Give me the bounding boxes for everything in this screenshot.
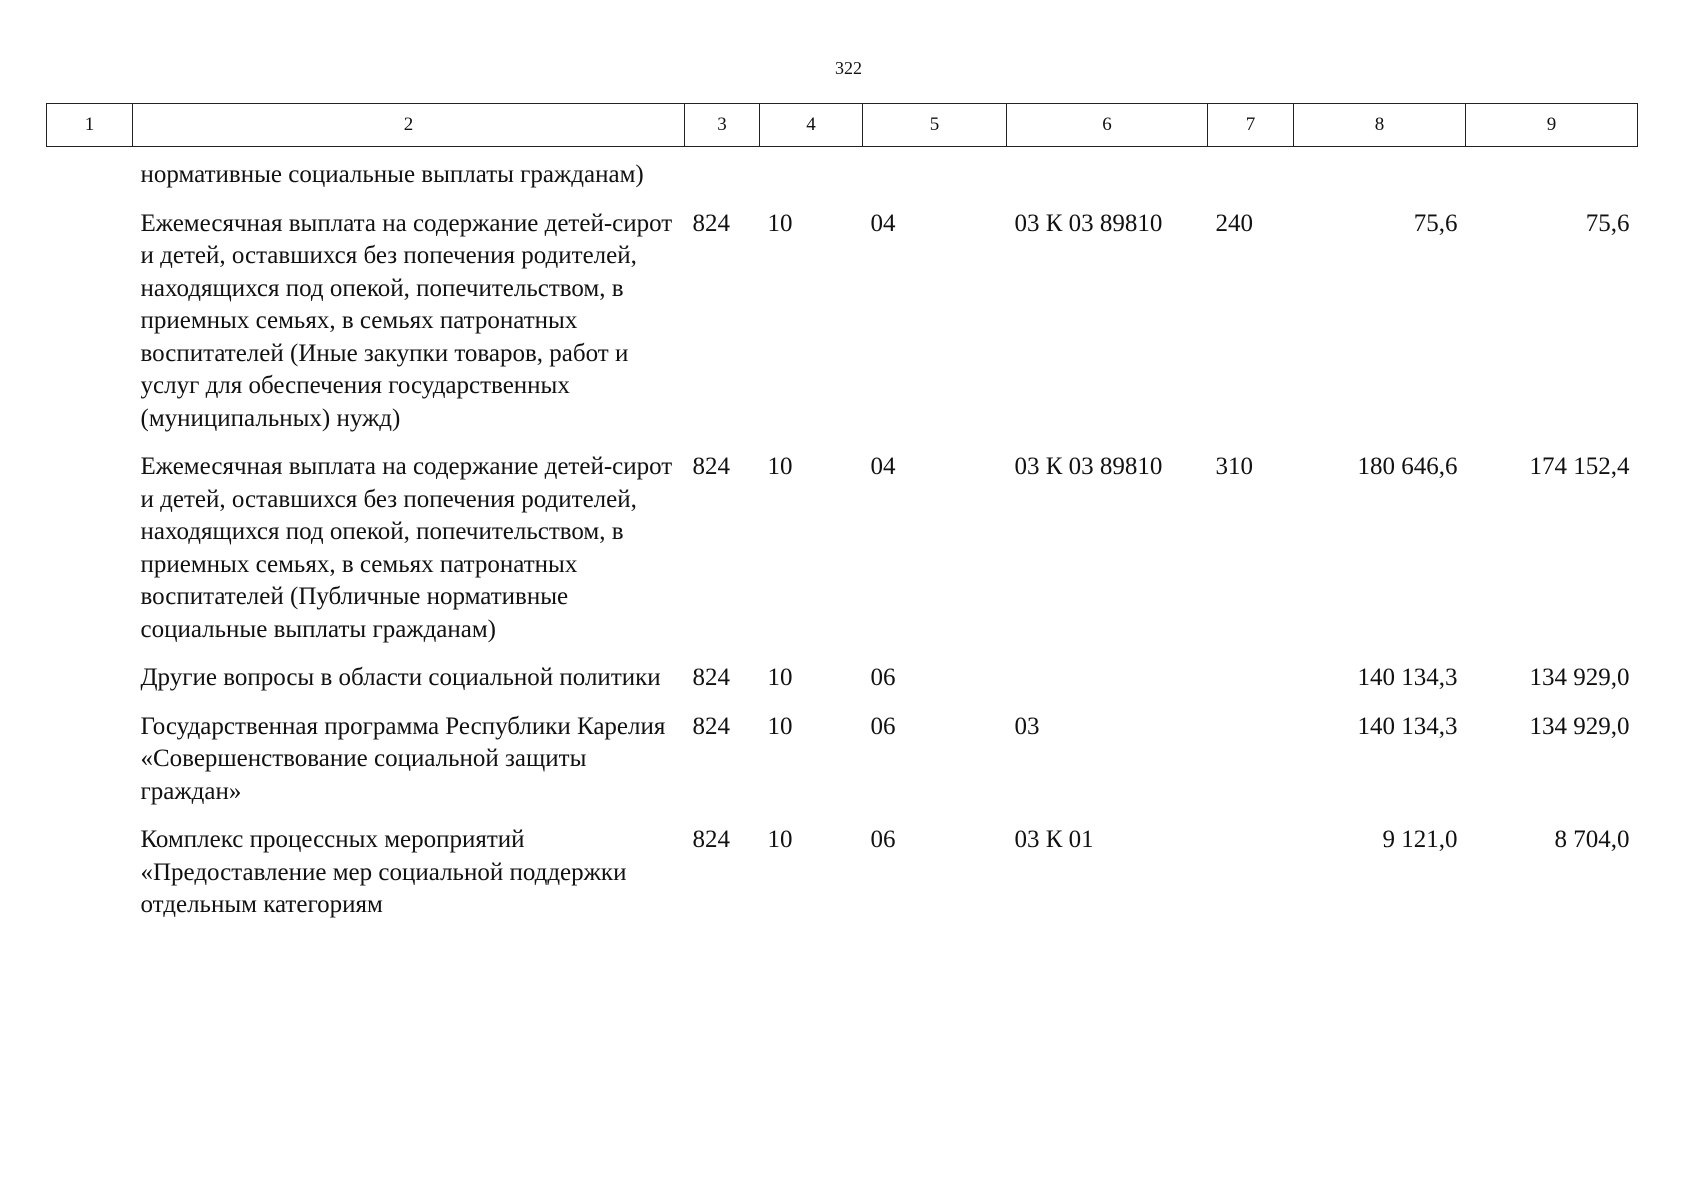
target-article-cell: 03 К 01: [1014, 826, 1094, 853]
section-code-cell: 10: [767, 209, 793, 237]
amount-1-cell: 75,6: [1413, 209, 1458, 237]
amount-2-cell: 174 152,4: [1529, 453, 1630, 480]
column-number: 3: [685, 104, 760, 147]
department-code-cell: 824: [692, 453, 730, 480]
column-number-row: [47, 104, 1638, 147]
column-number: 8: [1294, 104, 1466, 147]
amount-1-cell: 140 134,3: [1357, 664, 1458, 691]
description-cell: Государственная программа Республики Карелия «Совершенствование социальной защиты граждан»: [140, 712, 666, 805]
amount-2-cell: 134 929,0: [1529, 664, 1630, 691]
description-cell: Другие вопросы в области социальной политики: [140, 664, 661, 691]
column-number: 5: [863, 104, 1007, 147]
row-number-cell: [47, 451, 133, 662]
table-row: [47, 147, 1638, 208]
amount-1-cell: [1294, 147, 1466, 208]
section-code-cell: 10: [767, 712, 793, 740]
section-code-cell: 10: [767, 453, 793, 480]
row-number-cell: [47, 662, 133, 711]
amount-1-cell: 180 646,6: [1357, 453, 1458, 480]
department-code-cell: [685, 147, 760, 208]
section-code-cell: 10: [767, 664, 793, 691]
table-row: [47, 451, 1638, 662]
amount-2-cell: 134 929,0: [1529, 712, 1630, 740]
description-cell: нормативные социальные выплаты гражданам): [140, 161, 644, 188]
target-article-cell: [1007, 662, 1208, 711]
table-row: [47, 662, 1638, 711]
amount-1-cell: 9 121,0: [1382, 826, 1458, 853]
table-row: [47, 711, 1638, 825]
subsection-code-cell: 06: [870, 664, 896, 691]
description-cell: Комплекс процессных мероприятий «Предоставление мер социальной поддержки отдельным категориям: [140, 826, 627, 918]
row-number-cell: [47, 147, 133, 208]
amount-1-cell: 140 134,3: [1357, 712, 1458, 740]
expense-type-cell: [1208, 824, 1294, 938]
amount-2-cell: [1466, 147, 1638, 208]
column-number: 1: [47, 104, 133, 147]
amount-2-cell: 75,6: [1585, 209, 1630, 237]
column-number: 4: [760, 104, 863, 147]
column-number: 7: [1208, 104, 1294, 147]
expense-type-cell: [1208, 147, 1294, 208]
expense-type-cell: 310: [1215, 453, 1253, 480]
subsection-code-cell: 04: [870, 209, 896, 237]
row-number-cell: [47, 208, 133, 452]
target-article-cell: 03 К 03 89810: [1014, 209, 1163, 237]
subsection-code-cell: 06: [870, 712, 896, 740]
target-article-cell: 03: [1014, 712, 1040, 740]
page-number: 322: [835, 58, 862, 78]
column-number: 6: [1007, 104, 1208, 147]
table-row: [47, 824, 1638, 938]
department-code-cell: 824: [692, 712, 730, 740]
row-number-cell: [47, 711, 133, 825]
department-code-cell: 824: [692, 209, 730, 237]
department-code-cell: 824: [692, 826, 730, 853]
expense-type-cell: 240: [1215, 209, 1253, 237]
column-number: 2: [133, 104, 685, 147]
row-number-cell: [47, 824, 133, 938]
department-code-cell: 824: [692, 664, 730, 691]
expense-type-cell: [1208, 711, 1294, 825]
target-article-cell: 03 К 03 89810: [1014, 453, 1163, 480]
column-number: 9: [1466, 104, 1638, 147]
subsection-code-cell: 06: [870, 826, 896, 853]
expense-type-cell: [1208, 662, 1294, 711]
subsection-code-cell: 04: [870, 453, 896, 480]
amount-2-cell: 8 704,0: [1554, 826, 1630, 853]
target-article-cell: [1007, 147, 1208, 208]
subsection-code-cell: [863, 147, 1007, 208]
table-row: [47, 208, 1638, 452]
section-code-cell: 10: [767, 826, 793, 853]
description-cell: Ежемесячная выплата на содержание детей-сирот и детей, оставшихся без попечения родителей, находящихся под опекой, попечительством, в приемных семьях, в семьях патронатных воспитателей (Публичные нормативные социальные выплаты гражданам): [140, 453, 673, 643]
description-cell: Ежемесячная выплата на содержание детей-сирот и детей, оставшихся без попечения родителей, находящихся под опекой, попечительством, в приемных семьях, в семьях патронатных воспитателей (Иные закупки товаров, работ и услуг для обеспечения государственных (муниципальных) нужд): [140, 209, 673, 432]
budget-table: [46, 103, 1638, 938]
section-code-cell: [760, 147, 863, 208]
